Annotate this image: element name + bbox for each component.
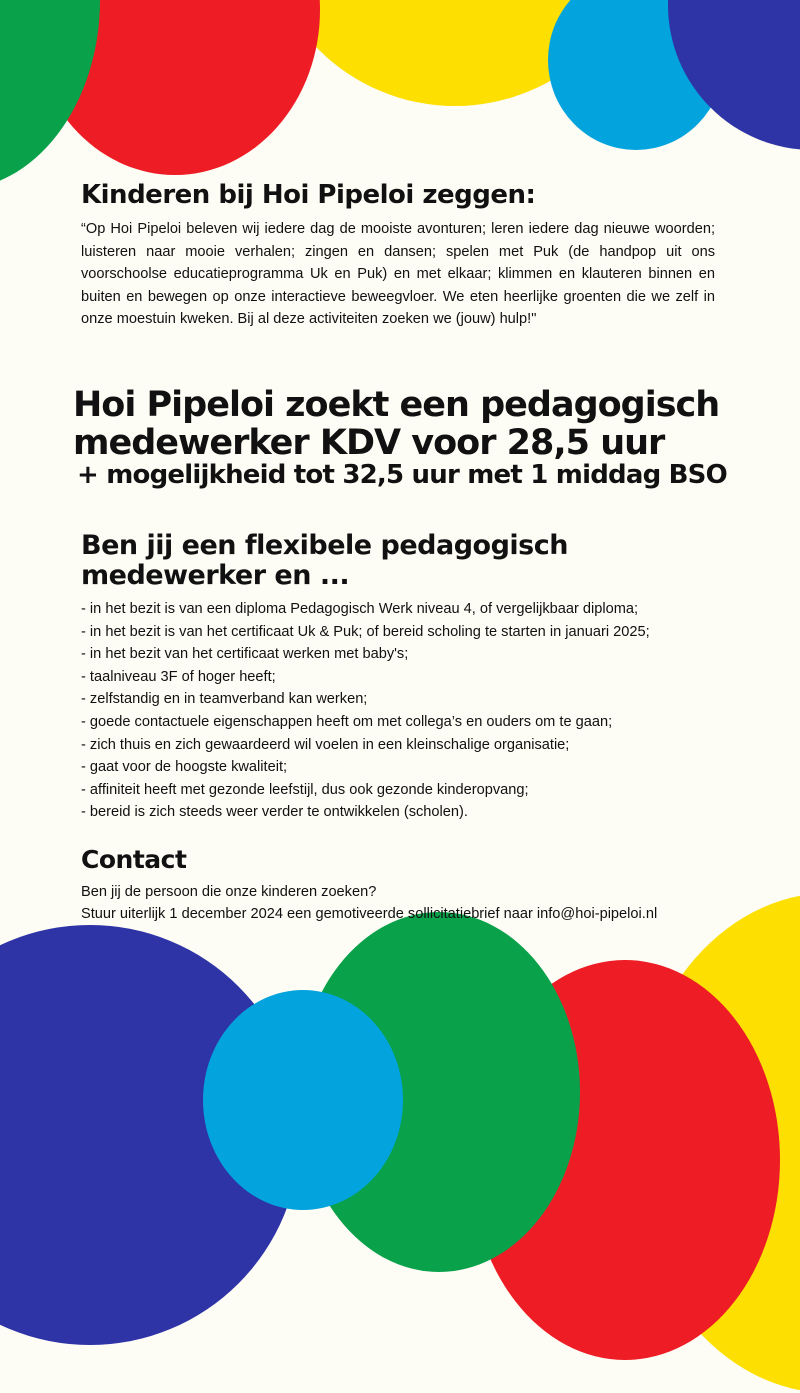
intro-heading: Kinderen bij Hoi Pipeloi zeggen: [81, 180, 536, 210]
list-item: - affiniteit heeft met gezonde leefstijl, dus ook gezonde kinderopvang; [81, 781, 529, 798]
decor-circle-cyan-bottom [203, 990, 403, 1210]
job-title-line-1: Hoi Pipeloi zoekt een pedagogisch [73, 385, 720, 425]
requirements-heading-line-1: Ben jij een flexibele pedagogisch [81, 530, 568, 561]
contact-instruction: Stuur uiterlijk 1 december 2024 een gemotiveerde sollicitatiebrief naar info@hoi-pipeloi.nl [81, 906, 658, 922]
requirements-heading-line-2: medewerker en ... [81, 560, 350, 591]
contact-heading: Contact [81, 845, 187, 874]
list-item: - taalniveau 3F of hoger heeft; [81, 668, 276, 685]
job-title-line-3: + mogelijkheid tot 32,5 uur met 1 middag BSO [77, 460, 727, 490]
list-item: - bereid is zich steeds weer verder te ontwikkelen (scholen). [81, 804, 468, 821]
contact-question: Ben jij de persoon die onze kinderen zoeken? [81, 884, 377, 900]
list-item: - gaat voor de hoogste kwaliteit; [81, 759, 288, 776]
list-item: - in het bezit is van het certificaat Uk & Puk; of bereid scholing te starten in januari 2025; [81, 623, 650, 640]
intro-quote: “Op Hoi Pipeloi beleven wij iedere dag de mooiste avonturen; leren iedere dag nieuwe woorden; luisteren naar mooie verhalen; zingen en dansen; spelen met Puk (de handpop uit ons voorschoolse educatieprogramma Uk en Puk) en met elkaar; klimmen en klauteren binnen en buiten en bewegen op onze interactieve beweegvloer. We eten heerlijke groenten die we zelf in onze moestuin kweken. Bij al deze activiteiten zoeken we (jouw) hulp!" [81, 221, 715, 328]
list-item: - goede contactuele eigenschappen heeft om met collega’s en ouders om te gaan; [81, 713, 613, 730]
list-item: - zelfstandig en in teamverband kan werken; [81, 691, 368, 708]
requirements-list [81, 598, 721, 824]
job-title-line-2: medewerker KDV voor 28,5 uur [73, 423, 665, 463]
list-item: - in het bezit is van een diploma Pedagogisch Werk niveau 4, of vergelijkbaar diploma; [81, 601, 639, 617]
list-item: - zich thuis en zich gewaardeerd wil voelen in een kleinschalige organisatie; [81, 736, 570, 753]
list-item: - in het bezit van het certificaat werken met baby's; [81, 646, 409, 663]
